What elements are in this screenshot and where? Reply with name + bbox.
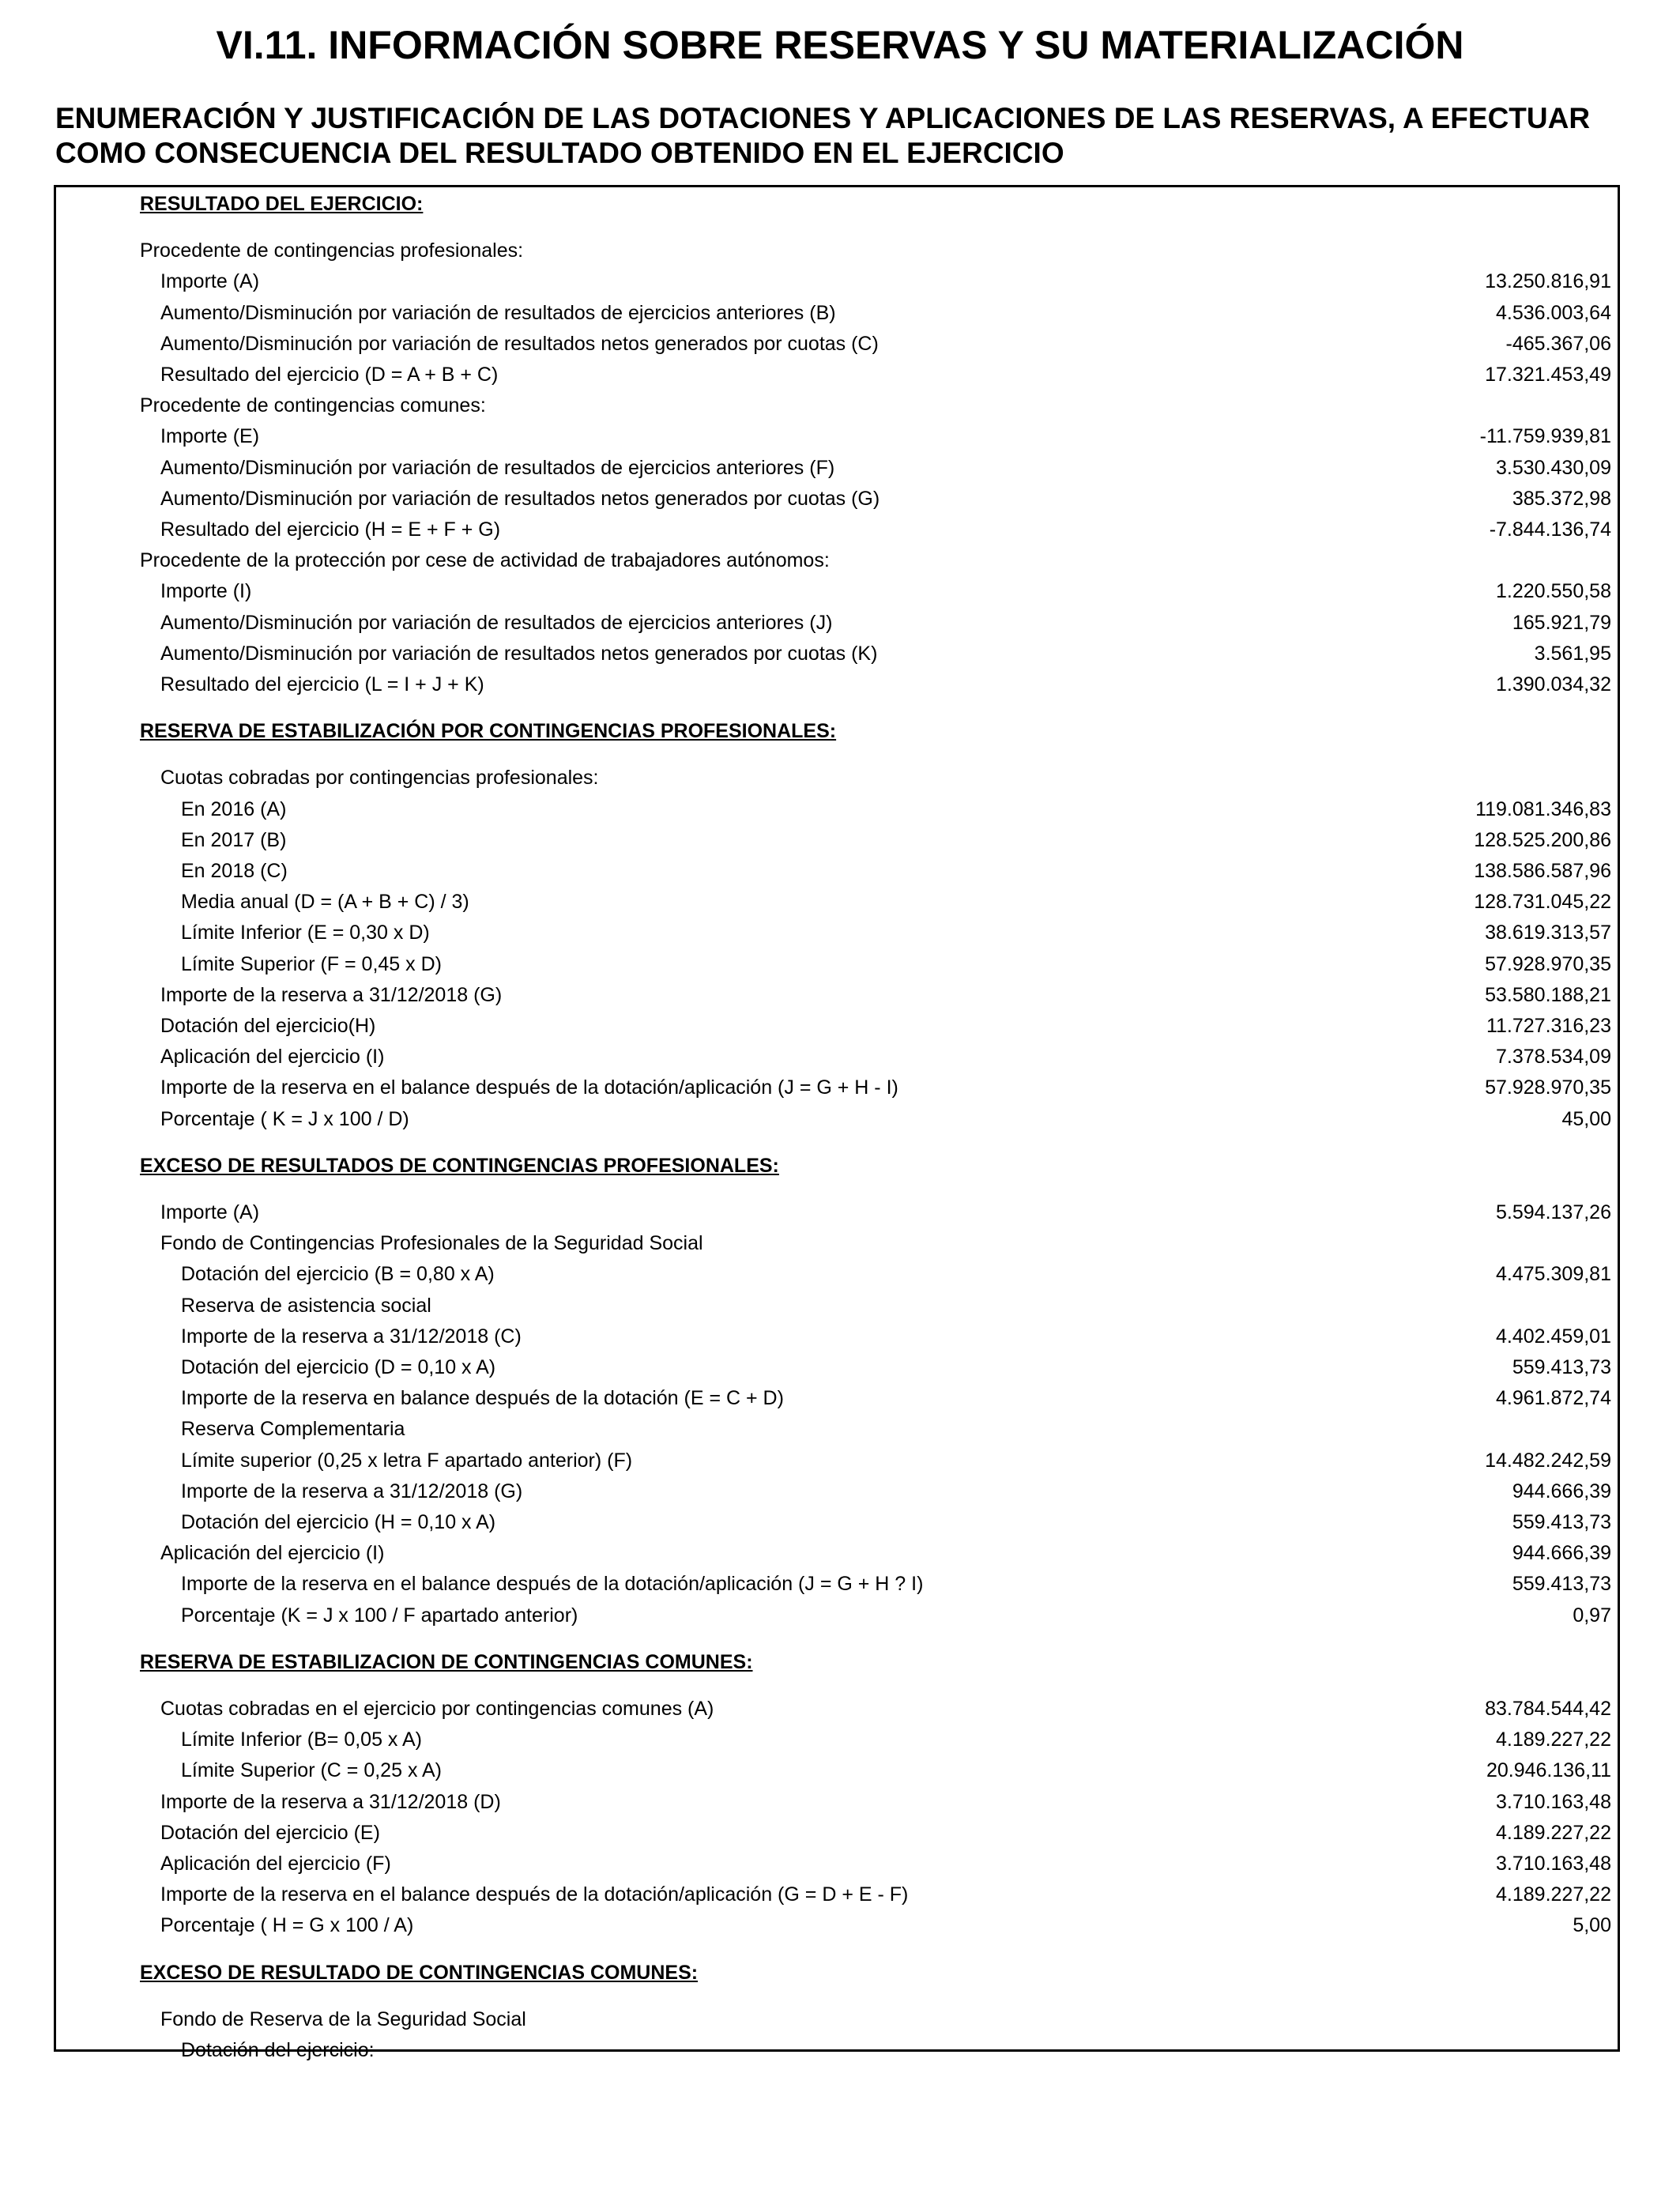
- table-row: [56, 980, 1618, 1011]
- row-value: 3.561,95: [1534, 642, 1611, 665]
- table-row: [56, 825, 1618, 856]
- row-value: 83.784.544,42: [1485, 1698, 1611, 1720]
- row-value: 14.482.242,59: [1485, 1449, 1611, 1472]
- row-value: 944.666,39: [1512, 1480, 1611, 1502]
- row-value: 4.536.003,64: [1496, 301, 1611, 324]
- row-label: En 2016 (A): [181, 797, 287, 820]
- row-label: Importe de la reserva a 31/12/2018 (G): [160, 983, 503, 1006]
- row-value: 559.413,73: [1512, 1573, 1611, 1596]
- table-row: [56, 1849, 1618, 1879]
- table-row: [56, 1011, 1618, 1042]
- row-value: 57.928.970,35: [1485, 952, 1611, 975]
- table-row: [56, 1476, 1618, 1507]
- section-title: RESERVA DE ESTABILIZACION DE CONTINGENCIAS COMUNES:: [140, 1650, 753, 1673]
- row-value: 165.921,79: [1512, 611, 1611, 634]
- row-value: 1.220.550,58: [1496, 580, 1611, 603]
- row-value: 13.250.816,91: [1485, 270, 1611, 293]
- row-value: 17.321.453,49: [1485, 364, 1611, 386]
- row-value: 0,97: [1573, 1604, 1611, 1627]
- table-row: [56, 484, 1618, 515]
- table-row: [56, 1600, 1618, 1631]
- table-row: [56, 1072, 1618, 1103]
- row-label: Dotación del ejercicio (E): [160, 1821, 380, 1844]
- row-value: 4.402.459,01: [1496, 1325, 1611, 1348]
- row-label: Resultado del ejercicio (L = I + J + K): [160, 673, 484, 696]
- table-row: [56, 1787, 1618, 1818]
- row-label: Dotación del ejercicio (H = 0,10 x A): [181, 1511, 496, 1533]
- table-row: [56, 1414, 1618, 1445]
- table-row: [56, 1352, 1618, 1383]
- row-label: Importe de la reserva a 31/12/2018 (C): [181, 1325, 522, 1348]
- row-label: Fondo de Reserva de la Seguridad Social: [160, 2007, 526, 2030]
- row-value: 11.727.316,23: [1486, 1015, 1611, 1037]
- row-value: 4.189.227,22: [1496, 1883, 1611, 1906]
- row-value: 128.731.045,22: [1474, 891, 1611, 914]
- table-row: [56, 1694, 1618, 1725]
- table-row: [56, 1446, 1618, 1476]
- row-label: Importe de la reserva en el balance después de la dotación/aplicación (J = G + H - I): [160, 1076, 898, 1099]
- table-row: [56, 421, 1618, 452]
- row-label: Importe (A): [160, 1201, 260, 1223]
- row-label: Importe (E): [160, 425, 260, 448]
- section-header: [56, 1151, 1618, 1182]
- table-row: [56, 669, 1618, 700]
- table-row: [56, 545, 1618, 576]
- table-row: [56, 2035, 1618, 2066]
- row-label: Procedente de contingencias profesionales:: [140, 239, 524, 262]
- table-row: [56, 608, 1618, 639]
- table-row: [56, 1259, 1618, 1290]
- row-value: 1.390.034,32: [1496, 673, 1611, 696]
- row-value: 3.710.163,48: [1496, 1853, 1611, 1875]
- row-label: Aumento/Disminución por variación de resultados de ejercicios anteriores (B): [160, 301, 836, 324]
- row-label: Importe (A): [160, 270, 260, 293]
- row-value: 4.961.872,74: [1496, 1387, 1611, 1410]
- row-label: Resultado del ejercicio (H = E + F + G): [160, 518, 501, 541]
- row-label: Media anual (D = (A + B + C) / 3): [181, 891, 469, 914]
- section-title: EXCESO DE RESULTADO DE CONTINGENCIAS COMUNES:: [140, 1961, 699, 1984]
- row-value: 57.928.970,35: [1485, 1076, 1611, 1099]
- row-label: En 2017 (B): [181, 828, 287, 851]
- table-row: [56, 1879, 1618, 1910]
- table-row: [56, 298, 1618, 329]
- table-row: [56, 266, 1618, 297]
- row-value: -465.367,06: [1505, 332, 1611, 355]
- table-row: [56, 576, 1618, 607]
- row-label: Reserva de asistencia social: [181, 1294, 431, 1317]
- table-row: [56, 1755, 1618, 1786]
- row-value: 45,00: [1561, 1107, 1611, 1130]
- table-row: [56, 1725, 1618, 1755]
- row-value: -11.759.939,81: [1479, 425, 1611, 448]
- table-row: [56, 236, 1618, 266]
- row-value: 385.372,98: [1512, 487, 1611, 510]
- row-label: Resultado del ejercicio (D = A + B + C): [160, 364, 499, 386]
- row-label: Dotación del ejercicio (D = 0,10 x A): [181, 1356, 496, 1378]
- table-row: [56, 1321, 1618, 1352]
- table-row: [56, 1228, 1618, 1259]
- row-label: Importe de la reserva a 31/12/2018 (D): [160, 1790, 501, 1813]
- row-value: 20.946.136,11: [1486, 1759, 1611, 1782]
- row-value: 559.413,73: [1512, 1356, 1611, 1378]
- reserves-table: [54, 185, 1620, 2061]
- row-value: 3.710.163,48: [1496, 1790, 1611, 1813]
- row-label: Importe de la reserva en el balance después de la dotación/aplicación (J = G + H ? I): [181, 1573, 924, 1596]
- table-row: [56, 918, 1618, 948]
- table-row: [56, 856, 1618, 887]
- table-row: [56, 1818, 1618, 1849]
- row-label: Aumento/Disminución por variación de resultados de ejercicios anteriores (J): [160, 611, 833, 634]
- table-row: [56, 763, 1618, 794]
- row-label: Importe de la reserva en el balance después de la dotación/aplicación (G = D + E - F): [160, 1883, 909, 1906]
- table-row: [56, 1291, 1618, 1321]
- row-value: 119.081.346,83: [1475, 797, 1611, 820]
- row-label: Aplicación del ejercicio (I): [160, 1542, 385, 1565]
- row-label: Aumento/Disminución por variación de resultados netos generados por cuotas (G): [160, 487, 880, 510]
- table-row: [56, 1538, 1618, 1569]
- row-label: Importe de la reserva a 31/12/2018 (G): [181, 1480, 523, 1502]
- row-label: Límite Superior (C = 0,25 x A): [181, 1759, 443, 1782]
- table-row: [56, 390, 1618, 421]
- row-label: Reserva Complementaria: [181, 1418, 405, 1441]
- row-value: 53.580.188,21: [1485, 983, 1611, 1006]
- row-label: Dotación del ejercicio (B = 0,80 x A): [181, 1263, 495, 1286]
- row-label: Fondo de Contingencias Profesionales de la Seguridad Social: [160, 1232, 703, 1255]
- table-row: [56, 360, 1618, 390]
- table-row: [56, 1507, 1618, 1538]
- row-value: 5,00: [1573, 1914, 1611, 1937]
- table-row: [56, 1042, 1618, 1072]
- row-label: Porcentaje (K = J x 100 / F apartado anterior): [181, 1604, 578, 1627]
- row-label: Aumento/Disminución por variación de resultados netos generados por cuotas (K): [160, 642, 878, 665]
- row-value: 944.666,39: [1512, 1542, 1611, 1565]
- row-value: 38.619.313,57: [1485, 922, 1611, 944]
- row-label: Aumento/Disminución por variación de resultados de ejercicios anteriores (F): [160, 456, 835, 479]
- row-label: En 2018 (C): [181, 860, 288, 882]
- table-row: [56, 1104, 1618, 1135]
- table-row: [56, 887, 1618, 918]
- row-value: 4.189.227,22: [1496, 1728, 1611, 1751]
- section-header: [56, 189, 1618, 220]
- row-label: Porcentaje ( K = J x 100 / D): [160, 1107, 409, 1130]
- row-value: 4.475.309,81: [1496, 1263, 1611, 1286]
- row-label: Cuotas cobradas en el ejercicio por contingencias comunes (A): [160, 1698, 714, 1720]
- row-label: Límite Superior (F = 0,45 x D): [181, 952, 442, 975]
- row-value: 4.189.227,22: [1496, 1821, 1611, 1844]
- row-label: Dotación del ejercicio(H): [160, 1015, 376, 1037]
- section-header: [56, 716, 1618, 747]
- row-label: Aplicación del ejercicio (I): [160, 1046, 385, 1069]
- row-label: Procedente de la protección por cese de actividad de trabajadores autónomos:: [140, 549, 830, 572]
- section-header: [56, 1647, 1618, 1678]
- row-value: -7.844.136,74: [1489, 518, 1611, 541]
- row-value: 5.594.137,26: [1496, 1201, 1611, 1223]
- row-label: Aplicación del ejercicio (F): [160, 1853, 391, 1875]
- page-subtitle: ENUMERACIÓN Y JUSTIFICACIÓN DE LAS DOTACIONES Y APLICACIONES DE LAS RESERVAS, A EFECTUAR COMO CONSECUENCIA DEL RESULTADO OBTENIDO EN EL EJERCICIO: [55, 102, 1591, 169]
- row-value: 138.586.587,96: [1474, 860, 1611, 882]
- table-row: [56, 1383, 1618, 1414]
- table-row: [56, 1569, 1618, 1600]
- table-row: [56, 794, 1618, 825]
- row-label: Dotación del ejercicio:: [181, 2039, 375, 2061]
- row-label: Límite superior (0,25 x letra F apartado anterior) (F): [181, 1449, 633, 1472]
- table-row: [56, 639, 1618, 669]
- row-label: Límite Inferior (B= 0,05 x A): [181, 1728, 422, 1751]
- table-row: [56, 949, 1618, 980]
- section-header: [56, 1958, 1618, 1989]
- section-title: EXCESO DE RESULTADOS DE CONTINGENCIAS PROFESIONALES:: [140, 1154, 779, 1177]
- table-row: [56, 453, 1618, 484]
- table-row: [56, 329, 1618, 360]
- page-title: VI.11. INFORMACIÓN SOBRE RESERVAS Y SU MATERIALIZACIÓN: [216, 23, 1464, 67]
- section-title: RESULTADO DEL EJERCICIO:: [140, 193, 424, 215]
- row-value: 7.378.534,09: [1496, 1046, 1611, 1069]
- row-label: Cuotas cobradas por contingencias profesionales:: [160, 767, 599, 790]
- section-title: RESERVA DE ESTABILIZACIÓN POR CONTINGENCIAS PROFESIONALES:: [140, 720, 837, 743]
- row-label: Aumento/Disminución por variación de resultados netos generados por cuotas (C): [160, 332, 879, 355]
- row-value: 559.413,73: [1512, 1511, 1611, 1533]
- table-row: [56, 2004, 1618, 2035]
- row-value: 3.530.430,09: [1496, 456, 1611, 479]
- table-row: [56, 515, 1618, 545]
- row-label: Importe (I): [160, 580, 252, 603]
- row-label: Límite Inferior (E = 0,30 x D): [181, 922, 430, 944]
- row-label: Porcentaje ( H = G x 100 / A): [160, 1914, 414, 1937]
- table-row: [56, 1910, 1618, 1941]
- row-label: Importe de la reserva en balance después de la dotación (E = C + D): [181, 1387, 784, 1410]
- row-label: Procedente de contingencias comunes:: [140, 394, 486, 417]
- row-value: 128.525.200,86: [1474, 828, 1611, 851]
- table-row: [56, 1197, 1618, 1228]
